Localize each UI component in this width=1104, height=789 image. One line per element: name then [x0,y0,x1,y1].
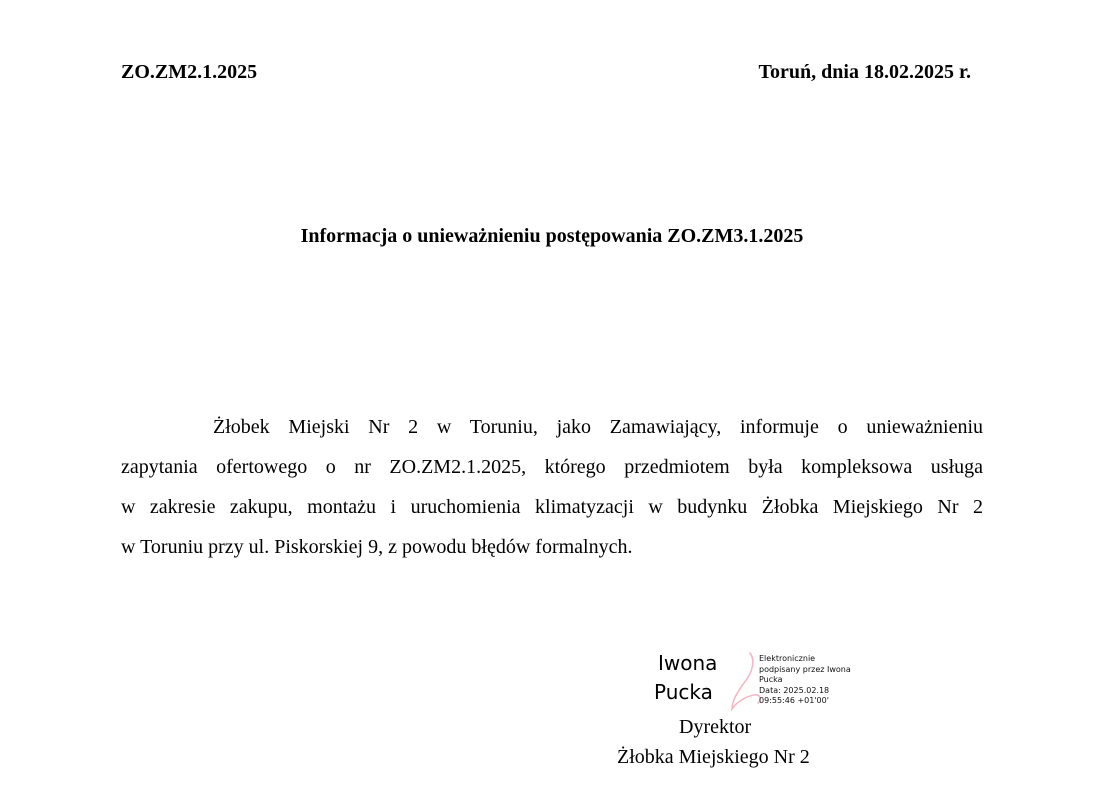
signature-detail-line: Elektronicznie [759,654,816,663]
signature-detail-line: Pucka [759,675,783,685]
signatory-institution: Żłobka Miejskiego Nr 2 [617,746,810,768]
signature-name [654,649,717,707]
signature-detail-line: podpisany przez Iwona [759,664,851,674]
electronic-signature [654,649,864,715]
document-reference-number: ZO.ZM2.1.2025 [121,61,258,83]
signature-first-name: Iwona [658,651,718,675]
body-paragraph [121,407,983,567]
document-title: Informacja o unieważnieniu postępowania ZO.ZM3.1.2025 [300,225,804,247]
body-line-3: w zakresie zakupu, montażu i uruchomienia klimatyzacji w budynku Żłobka Miejskiego Nr 2 [121,496,983,518]
signature-detail-line: Data: 2025.02.18 [759,685,830,695]
body-line-1: Żłobek Miejski Nr 2 w Toruniu, jako Zamawiający, informuje o unieważnieniu [213,416,983,438]
signatory-position: Dyrektor [679,716,752,738]
signature-detail-line: 09:55:46 +01'00' [759,696,829,706]
signature-details [759,654,851,707]
body-line-2: zapytania ofertowego o nr ZO.ZM2.1.2025, którego przedmiotem była kompleksowa usługa [121,456,983,478]
place-and-date: Toruń, dnia 18.02.2025 r. [758,61,971,83]
signature-last-name: Pucka [654,680,713,704]
body-line-4: w Toruniu przy ul. Piskorskiej 9, z powodu błędów formalnych. [121,536,633,558]
